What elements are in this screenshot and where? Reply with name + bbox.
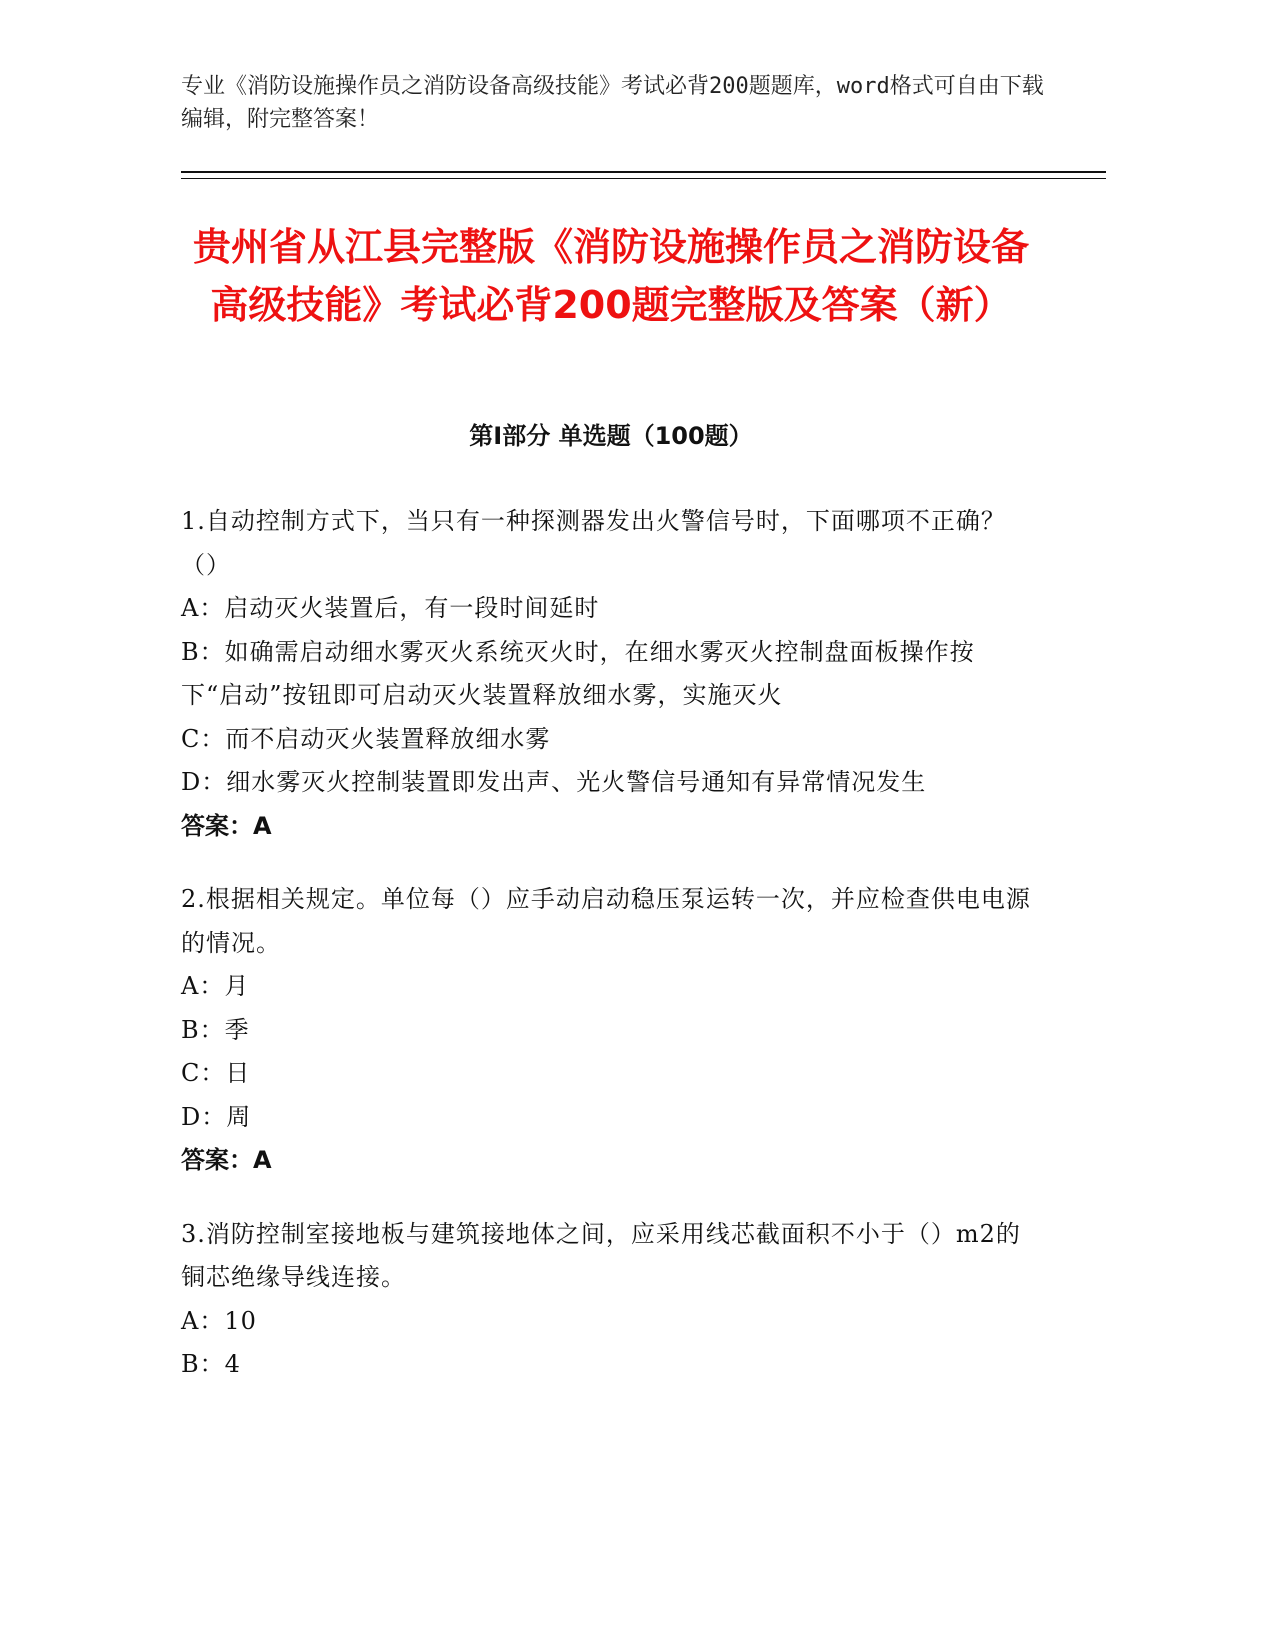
option-c: C：日 [181,1059,251,1087]
option-d: D：周 [181,1102,252,1131]
header-divider-thin [181,178,1106,179]
option-a: A：月 [181,972,250,1000]
question-text: 2.根据相关规定。单位每（）应手动启动稳压泵运转一次，并应检查供电电源的情况。 [181,885,1031,957]
question-text: 1.自动控制方式下，当只有一种探测器发出火警信号时，下面哪项不正确？（） [181,507,1006,579]
document-title: 贵州省从江县完整版《消防设施操作员之消防设备高级技能》考试必背200题完整版及答案（新） [192,225,1029,327]
answer: 答案：A [181,1146,272,1174]
question-1 [181,500,1031,848]
option-d: D：细水雾灭火控制装置即发出声、光火警信号通知有异常情况发生 [181,768,927,796]
header-divider-thick [181,171,1106,173]
option-a: A：10 [181,1306,257,1335]
header-note: 专业《消防设施操作员之消防设备高级技能》考试必背200题题库，word格式可自由下载编辑，附完整答案！ [181,74,1044,132]
question-3 [181,1213,1031,1387]
option-a: A：启动灭火装置后，有一段时间延时 [181,594,600,622]
option-b: B：4 [181,1350,241,1378]
question-text: 3.消防控制室接地板与建筑接地体之间，应采用线芯截面积不小于（）m2的铜芯绝缘导线连接。 [181,1219,1021,1291]
section-title: 第Ⅰ部分 单选题（100题） [469,422,753,450]
question-list [181,500,1031,1417]
option-b: B：季 [181,1015,250,1044]
answer: 答案：A [181,811,272,840]
option-c: C：而不启动灭火装置释放细水雾 [181,724,551,753]
question-2 [181,878,1031,1183]
option-b: B：如确需启动细水雾灭火系统灭火时，在细水雾灭火控制盘面板操作按下“启动”按钮即可启动灭火装置释放细水雾，实施灭火 [181,637,975,709]
